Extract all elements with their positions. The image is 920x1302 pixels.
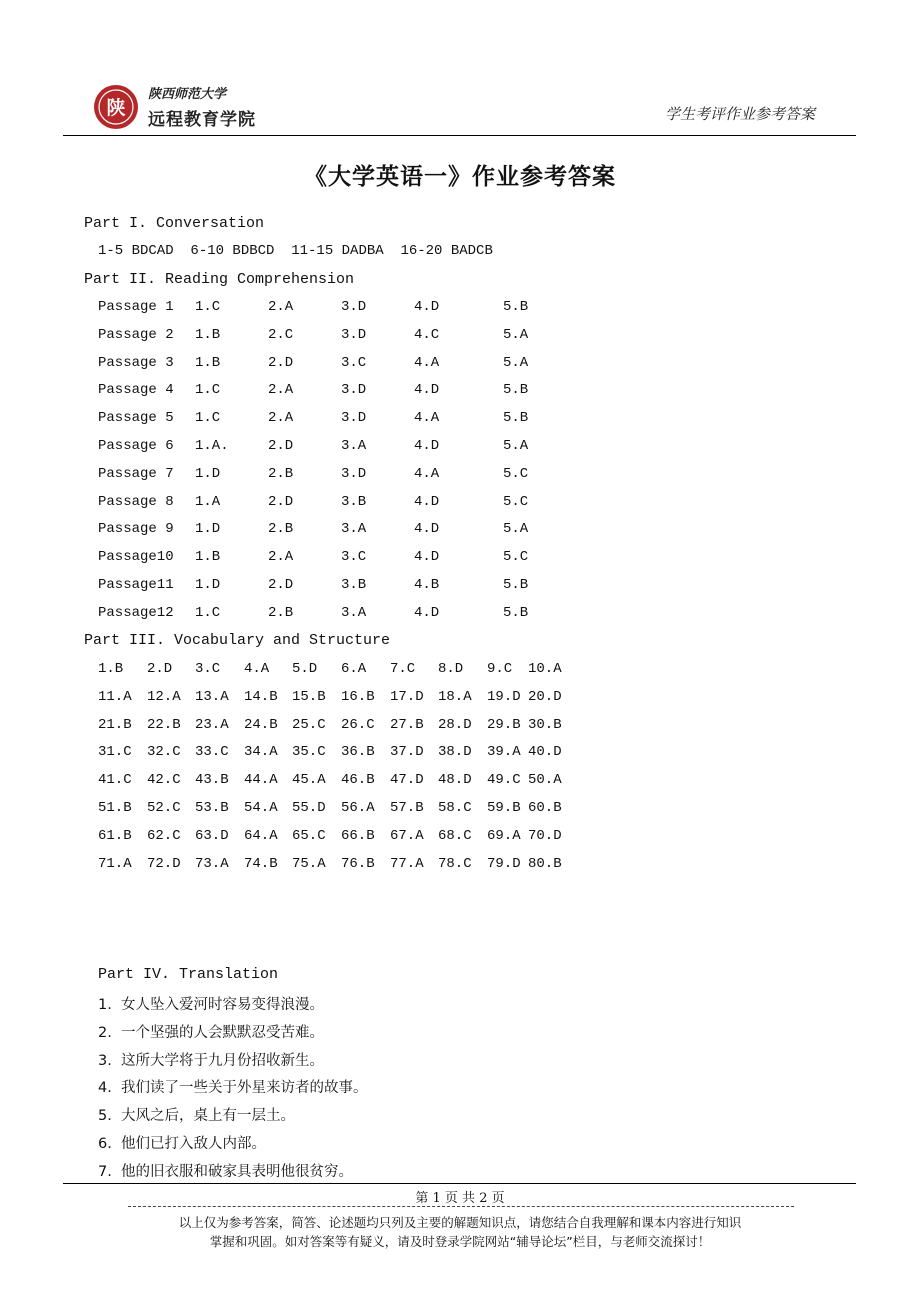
vocabulary-answer: 17.D [390,688,424,705]
vocabulary-answer: 19.D [487,688,521,705]
vocabulary-answer: 21.B [98,716,132,733]
vocabulary-answer: 55.D [292,800,326,816]
passage-name: Passage 5 [98,410,174,427]
passage-answer: 5.A [503,326,529,343]
passage-answer: 1.A. [195,438,229,454]
vocabulary-answer: 9.C [487,661,513,677]
part1-heading: Part I. Conversation [84,215,265,232]
passage-name: Passage12 [98,604,174,621]
vocabulary-answer: 25.C [292,716,326,733]
college-name: 远程教育学院 [148,110,256,130]
passage-answer: 2.A [268,382,294,399]
passage-name: Passage 8 [98,493,174,510]
passage-answer: 4.D [414,382,440,399]
passage-answer: 2.C [268,326,294,343]
footer-divider [63,1183,856,1184]
translation-item: 7. 他的旧衣服和破家具表明他很贫穷。 [98,1163,354,1180]
vocabulary-answer: 61.B [98,827,132,844]
vocabulary-answer: 49.C [487,772,521,789]
passage-name: Passage 6 [98,438,174,454]
passage-answer: 1.D [195,577,221,593]
passage-answer: 1.B [195,326,221,343]
vocabulary-answer: 66.B [341,827,375,844]
passage-answer: 5.A [503,521,529,538]
passage-answer: 1.D [195,521,221,538]
vocabulary-answer: 56.A [341,800,375,816]
vocabulary-answer: 29.B [487,716,521,733]
college-logo [93,84,139,130]
vocabulary-answer: 36.B [341,744,375,761]
passage-answer: 5.C [503,465,529,482]
vocabulary-answer: 8.D [438,661,464,677]
vocabulary-answer: 18.A [438,688,472,705]
vocabulary-answer: 57.B [390,800,424,816]
vocabulary-answer: 58.C [438,800,472,816]
vocabulary-answer: 48.D [438,772,472,789]
vocabulary-answer: 44.A [244,772,278,789]
vocabulary-answer: 31.C [98,744,132,761]
vocabulary-answer: 74.B [244,855,278,872]
footer-note-line2: 掌握和巩固。如对答案等有疑义，请及时登录学院网站“辅导论坛”栏目，与老师交流探讨！ [209,1234,711,1249]
passage-name: Passage 2 [98,326,174,343]
passage-name: Passage 1 [98,299,174,315]
vocabulary-answer: 75.A [292,855,326,872]
passage-answer: 2.B [268,604,294,621]
vocabulary-answer: 16.B [341,688,375,705]
vocabulary-answer: 3.C [195,661,221,677]
translation-item: 3. 这所大学将于九月份招收新生。 [98,1052,325,1069]
passage-answer: 4.D [414,299,440,315]
vocabulary-answer: 64.A [244,827,278,844]
passage-name: Passage 3 [98,354,174,371]
vocabulary-answer: 14.B [244,688,278,705]
vocabulary-answer: 46.B [341,772,375,789]
vocabulary-answer: 12.A [147,688,181,705]
vocabulary-answer: 22.B [147,716,181,733]
page-title: 《大学英语一》作业参考答案 [304,164,616,190]
passage-name: Passage11 [98,577,174,593]
passage-answer: 3.A [341,521,367,538]
vocabulary-answer: 10.A [528,661,562,677]
vocabulary-answer: 20.D [528,688,562,705]
school-name: 陕西师范大学 [148,87,227,102]
header-divider [63,135,856,136]
translation-item: 1. 女人坠入爱河时容易变得浪漫。 [98,997,325,1013]
passage-answer: 5.B [503,604,529,621]
vocabulary-answer: 32.C [147,744,181,761]
passage-answer: 2.B [268,521,294,538]
vocabulary-answer: 13.A [195,688,229,705]
passage-answer: 3.D [341,299,367,315]
passage-answer: 5.B [503,410,529,427]
vocabulary-answer: 45.A [292,772,326,789]
passage-answer: 1.B [195,549,221,566]
passage-answer: 3.D [341,465,367,482]
passage-answer: 3.A [341,604,367,621]
vocabulary-answer: 52.C [147,800,181,816]
translation-item: 6. 他们已打入敌人内部。 [98,1136,267,1152]
part1-answers: 1-5 BDCAD 6-10 BDBCD 11-15 DADBA 16-20 BADCB [98,243,493,259]
passage-answer: 3.C [341,549,367,566]
footer-note-line1: 以上仅为参考答案，简答、论述题均只列及主要的解题知识点，请您结合自我理解和课本内容进行知识 [178,1215,742,1230]
vocabulary-answer: 50.A [528,772,562,789]
vocabulary-answer: 69.A [487,827,521,844]
passage-answer: 2.A [268,410,294,427]
passage-answer: 3.B [341,577,367,593]
part4-heading: Part IV. Translation [98,966,279,983]
passage-name: Passage 9 [98,521,174,538]
passage-name: Passage 7 [98,465,174,482]
vocabulary-answer: 33.C [195,744,229,761]
vocabulary-answer: 35.C [292,744,326,761]
passage-answer: 5.A [503,438,529,454]
part3-heading: Part III. Vocabulary and Structure [84,632,391,649]
vocabulary-answer: 15.B [292,688,326,705]
vocabulary-answer: 63.D [195,827,229,844]
vocabulary-answer: 60.B [528,800,562,816]
vocabulary-answer: 34.A [244,744,278,761]
passage-answer: 3.C [341,354,367,371]
vocabulary-answer: 77.A [390,855,424,872]
vocabulary-answer: 76.B [341,855,375,872]
passage-answer: 4.D [414,604,440,621]
passage-answer: 2.D [268,493,294,510]
vocabulary-answer: 5.D [292,661,318,677]
vocabulary-answer: 80.B [528,855,562,872]
vocabulary-answer: 71.A [98,855,132,872]
passage-answer: 1.C [195,299,221,315]
passage-answer: 4.A [414,465,440,482]
passage-answer: 5.B [503,577,529,593]
vocabulary-answer: 6.A [341,661,367,677]
vocabulary-answer: 28.D [438,716,472,733]
vocabulary-answer: 26.C [341,716,375,733]
passage-answer: 3.D [341,326,367,343]
vocabulary-answer: 67.A [390,827,424,844]
passage-answer: 4.B [414,577,440,593]
vocabulary-answer: 30.B [528,716,562,733]
passage-answer: 1.C [195,382,221,399]
passage-answer: 4.D [414,438,440,454]
vocabulary-answer: 37.D [390,744,424,761]
passage-answer: 5.A [503,354,529,371]
passage-answer: 4.D [414,549,440,566]
vocabulary-answer: 11.A [98,688,132,705]
vocabulary-answer: 53.B [195,800,229,816]
translation-item: 5. 大风之后，桌上有一层土。 [98,1108,296,1125]
vocabulary-answer: 54.A [244,800,278,816]
vocabulary-answer: 41.C [98,772,132,789]
passage-answer: 2.D [268,577,294,593]
passage-answer: 1.C [195,410,221,427]
passage-answer: 2.B [268,465,294,482]
page-number: 第 1 页 共 2 页 [415,1191,505,1206]
passage-answer: 1.A [195,493,221,510]
passage-answer: 4.D [414,521,440,538]
passage-answer: 4.A [414,354,440,371]
passage-answer: 1.B [195,354,221,371]
vocabulary-answer: 78.C [438,855,472,872]
translation-item: 4. 我们读了一些关于外星来访者的故事。 [98,1080,368,1097]
part2-heading: Part II. Reading Comprehension [84,271,355,288]
vocabulary-answer: 62.C [147,827,181,844]
passage-answer: 2.A [268,299,294,315]
logo-text: 陕 [106,97,126,119]
passage-answer: 5.C [503,549,529,566]
vocabulary-answer: 1.B [98,661,124,677]
vocabulary-answer: 2.D [147,661,173,677]
vocabulary-answer: 47.D [390,772,424,789]
passage-answer: 3.D [341,382,367,399]
passage-answer: 1.D [195,465,221,482]
passage-answer: 5.C [503,493,529,510]
vocabulary-answer: 38.D [438,744,472,761]
passage-answer: 1.C [195,604,221,621]
vocabulary-answer: 79.D [487,855,521,872]
vocabulary-answer: 23.A [195,716,229,733]
vocabulary-answer: 7.C [390,661,416,677]
passage-answer: 2.D [268,438,294,454]
translation-item: 2. 一个坚强的人会默默忍受苦难。 [98,1024,325,1041]
passage-answer: 5.B [503,299,529,315]
passage-answer: 2.A [268,549,294,566]
passage-name: Passage10 [98,549,174,566]
passage-answer: 4.C [414,326,440,343]
passage-answer: 2.D [268,354,294,371]
vocabulary-answer: 24.B [244,716,278,733]
vocabulary-answer: 65.C [292,827,326,844]
vocabulary-answer: 73.A [195,855,229,872]
passage-answer: 3.A [341,438,367,454]
passage-name: Passage 4 [98,382,174,399]
passage-answer: 5.B [503,382,529,399]
header-right-title: 学生考评作业参考答案 [665,105,816,123]
vocabulary-answer: 72.D [147,855,181,872]
vocabulary-answer: 39.A [487,744,521,761]
vocabulary-answer: 51.B [98,800,132,816]
vocabulary-answer: 68.C [438,827,472,844]
vocabulary-answer: 43.B [195,772,229,789]
footer-dashed-divider [128,1206,794,1207]
vocabulary-answer: 4.A [244,661,270,677]
passage-answer: 4.A [414,410,440,427]
vocabulary-answer: 59.B [487,800,521,816]
passage-answer: 3.B [341,493,367,510]
vocabulary-answer: 27.B [390,716,424,733]
passage-answer: 3.D [341,410,367,427]
vocabulary-answer: 40.D [528,744,562,761]
passage-answer: 4.D [414,493,440,510]
vocabulary-answer: 42.C [147,772,181,789]
vocabulary-answer: 70.D [528,827,562,844]
